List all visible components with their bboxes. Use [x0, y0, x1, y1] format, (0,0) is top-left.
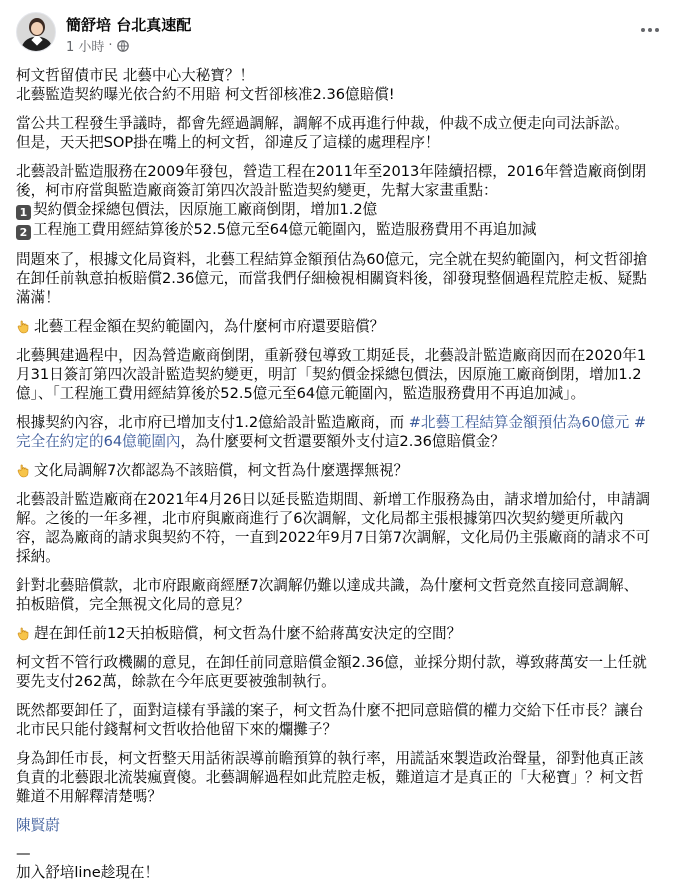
hashtag-link[interactable]: #北藝工程結算金額預估為60億元	[408, 414, 630, 431]
paragraph-contract: 北藝興建過程中，因為營造廠商倒閉，重新發包導致工期延長，北藝設計監造廠商因而在2020年1 月31日簽訂第四次設計監造契約變更，明訂「契約價金採總包價法，因原施工廠商倒閉，增加1.2 億」、「工程施工費用經結算後於52.5億元至64億元範圍內，監造服務費用不再追加減」。	[16, 347, 647, 402]
section-heading-2: 文化局調解7次都認為不該賠償，柯文哲為什麼選擇無視？	[16, 461, 666, 480]
paragraph-procedure: 當公共工程發生爭議時，都會先經過調解，調解不成再進行仲裁，仲裁不成立便走向司法訴訟。 但是，天天把SOP掛在嘴上的柯文哲，卻違反了這樣的處理程序！	[16, 115, 629, 151]
paragraph-payment: 柯文哲不管行政機關的意見，在卸任前同意賠償金額2.36億，並採分期付款，導致蔣萬安一上任就 要先支付262萬，餘款在今年底更要被強制執行。	[16, 654, 647, 690]
pointing-hand-icon	[16, 462, 32, 478]
paragraph-hashtags: 根據契約內容，北市府已增加支付1.2億給設計監造廠商，而 #北藝工程結算金額預估為60億元 # 完全在約定的64億範圍內，為什麼要柯文哲還要額外支付這2.36億賠償金？	[16, 414, 647, 450]
section-heading-1: 北藝工程金額在契約範圍內，為什麼柯市府還要賠償？	[16, 317, 666, 336]
author-avatar[interactable]	[16, 12, 56, 52]
paragraph-problem: 問題來了，根據文化局資料，北藝工程結算金額預估為60億元，完全就在契約範圍內，柯文哲卻搶 在卸任前執意拍板賠償2.36億元，而當我們仔細檢視相關資料後，卻發現整個過程荒腔走板、疑點 滿滿！	[16, 251, 648, 306]
author-name-link[interactable]: 簡舒培 台北真速配	[66, 16, 192, 34]
globe-icon	[117, 40, 129, 52]
paragraph-background: 北藝設計監造服務在2009年發包，營造工程在2011年至2013年陸續招標，2016年營造廠商倒閉 後，柯市府當與監造廠商簽訂第四次設計監造契約變更，先幫大家畫重點： 1 契約價金採總包價法，因原施工廠商倒閉，增加1.2億 2 工程施工費用經結算後於52.5億元至64億元範圍內，監造服務費用不再追加減	[16, 163, 647, 239]
paragraph-headline: 柯文哲留債市民 北藝中心大秘寶？！ 北藝監造契約曝光依合約不用賠 柯文哲卻核准2.36億賠償!	[16, 67, 395, 103]
cta-text: 加入舒培line趁現在！	[16, 864, 160, 881]
more-options-icon[interactable]	[638, 20, 662, 40]
pointing-hand-icon	[16, 318, 32, 334]
paragraph-conclusion: 身為卸任市長，柯文哲整天用話術誤導前瞻預算的執行率，用謊話來製造政治聲量，卻對他真正該 負責的北藝跟北流裝瘋賣傻。北藝調解過程如此荒腔走板，難道這才是真正的「大秘寶」？柯文哲 難道不用解釋清楚嗎？	[16, 750, 644, 805]
post-timestamp[interactable]: 1 小時	[66, 40, 105, 55]
section-heading-3: 趕在卸任前12天拍板賠償，柯文哲為什麼不給蔣萬安決定的空間？	[16, 624, 666, 643]
meta-separator: ·	[108, 38, 113, 53]
post-header	[16, 12, 666, 56]
paragraph-question: 針對北藝賠償款，北市府跟廠商經歷7次調解仍難以達成共識，為什麼柯文哲竟然直接同意調解、 拍板賠償，完全無視文化局的意見？	[16, 577, 639, 613]
footer-lines	[16, 844, 666, 882]
post-body	[16, 66, 666, 892]
mention-line	[16, 816, 666, 835]
hashtag-link[interactable]: # 完全在約定的64億範圍內	[16, 414, 647, 450]
keycap-one-icon: 1	[16, 205, 31, 220]
divider-dash: —	[16, 845, 31, 862]
post-meta	[66, 36, 129, 55]
paragraph-mediation: 北藝設計監造廠商在2021年4月26日以延長監造期間、新增工作服務為由，請求增加給付，申請調 解。之後的一年多裡，北市府與廠商進行了6次調解，文化局都主張根據第四次契約變更所載內 容，認為廠商的請求與契約不符，一直到2022年9月7日第7次調解，文化局仍主張廠商的請求不可 採納。	[16, 491, 651, 565]
mention-link[interactable]: 陳賢蔚	[16, 817, 60, 834]
paragraph-successor: 既然都要卸任了，面對這樣有爭議的案子，柯文哲為什麼不把同意賠償的權力交給下任市長？讓台 北市民只能付錢幫柯文哲收拾他留下來的爛攤子？	[16, 702, 644, 738]
keycap-two-icon: 2	[16, 225, 31, 240]
pointing-hand-icon	[16, 625, 32, 641]
